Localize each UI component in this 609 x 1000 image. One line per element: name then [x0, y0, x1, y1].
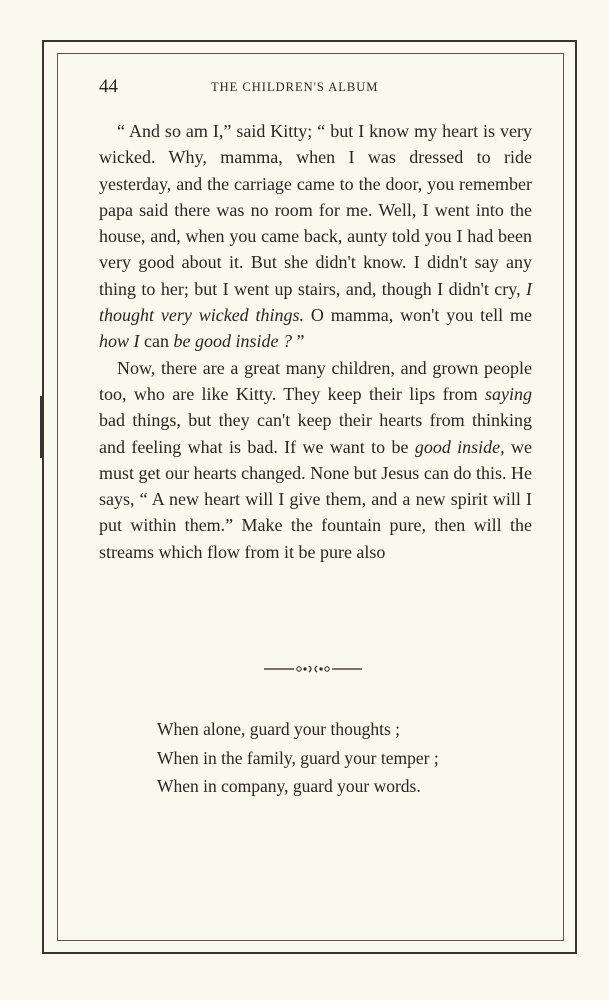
italic-run: be good inside ?: [173, 331, 292, 352]
text-run: “ And so am I,” said Kitty; “ but I know my heart is very wicked. Why, mamma, when I was dressed to ride yesterday, and the carriage came to the door, you remember papa said there was no room for me. Well, I went into the house, and, when you came back, aunty told you I had been very good about it. But she didn't know. I didn't say any thing to her; but I went up stairs, and, though I didn't cry,: [99, 121, 532, 299]
text-run: Now, there are a great many children, and grown people too, who are like Kitty. They keep their lips from: [99, 357, 532, 404]
page-header: [99, 74, 532, 100]
italic-run: I thought very wicked things.: [99, 278, 532, 326]
paragraph-moral: [99, 355, 532, 565]
body-text: [99, 118, 532, 565]
text-run: O mamma, won't you tell me: [304, 305, 532, 326]
maxim-line: When in company, guard your words.: [157, 776, 421, 796]
text-run: we must get our hearts changed. None but Jesus can do this. He says, “ A new heart will I give them, and a new spirit will I put within them.” Make the fountain pure, then will the streams which flow from it be pure also: [99, 436, 533, 562]
maxim-line: When alone, guard your thoughts ;: [157, 719, 401, 739]
maxims: [157, 715, 517, 801]
italic-run: saying: [485, 383, 532, 404]
text-run: ”: [291, 331, 305, 352]
text-run: bad things, but they can't keep their hearts from thinking and feeling what is bad. If we want to be: [99, 410, 532, 457]
italic-run: how I: [99, 331, 140, 352]
paragraph-kitty: [99, 118, 532, 355]
running-title: THE CHILDREN'S ALBUM: [211, 80, 379, 94]
section-divider-ornament: [264, 664, 362, 674]
page-number: 44: [99, 76, 118, 97]
maxim-line: When in the family, guard your temper ;: [157, 747, 439, 768]
gutter-mark: [40, 396, 42, 458]
text-run: can: [139, 331, 174, 352]
italic-run: good inside,: [414, 436, 505, 457]
